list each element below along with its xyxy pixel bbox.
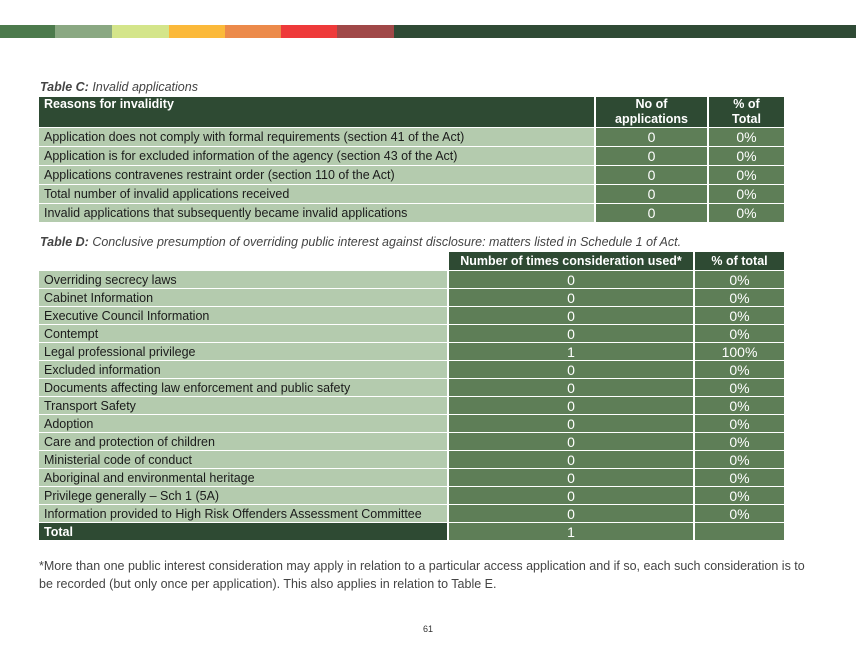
table-d-schedule-1-matters (39, 252, 784, 540)
row-count: 0 (448, 487, 694, 505)
row-count: 1 (448, 343, 694, 361)
table-c-invalid-applications (39, 97, 784, 222)
row-percent: 0% (708, 204, 784, 223)
table-row (39, 289, 784, 307)
table-header-row (39, 252, 784, 271)
table-row (39, 307, 784, 325)
row-count: 0 (595, 147, 708, 166)
table-header-row (39, 97, 784, 128)
row-count: 0 (448, 505, 694, 523)
footnote: *More than one public interest consideration may apply in relation to a particular access application and if so, each such consideration is to be recorded (but only once per application). This also applies in relation to Table E. (39, 559, 805, 591)
row-label: Executive Council Information (39, 307, 448, 325)
table-d-caption-text: Conclusive presumption of overriding public interest against disclosure: matters listed in Schedule 1 of Act. (88, 235, 682, 249)
row-percent: 0% (708, 128, 784, 147)
table-d-caption (40, 235, 681, 249)
row-count: 0 (595, 185, 708, 204)
row-label: Application does not comply with formal requirements (section 41 of the Act) (39, 128, 595, 147)
row-label: Privilege generally – Sch 1 (5A) (39, 487, 448, 505)
table-row (39, 415, 784, 433)
row-percent: 0% (694, 361, 784, 379)
row-count: 0 (595, 128, 708, 147)
table-row (39, 271, 784, 289)
row-count: 0 (448, 451, 694, 469)
column-header-blank (39, 252, 448, 271)
table-row (39, 185, 784, 204)
total-label: Total (39, 523, 448, 541)
row-percent: 0% (694, 415, 784, 433)
band-segment (169, 25, 225, 38)
row-label: Documents affecting law enforcement and public safety (39, 379, 448, 397)
row-percent: 0% (694, 289, 784, 307)
table-row (39, 361, 784, 379)
table-row (39, 204, 784, 223)
row-count: 0 (448, 325, 694, 343)
total-percent (694, 523, 784, 541)
row-label: Legal professional privilege (39, 343, 448, 361)
band-segment (0, 25, 55, 38)
row-label: Total number of invalid applications received (39, 185, 595, 204)
table-row (39, 451, 784, 469)
row-label: Aboriginal and environmental heritage (39, 469, 448, 487)
column-header-count: Number of times consideration used* (448, 252, 694, 271)
row-percent: 0% (708, 166, 784, 185)
table-row (39, 433, 784, 451)
band-segment (55, 25, 112, 38)
band-segment (394, 25, 856, 38)
column-header-percent-line1: % of (733, 97, 760, 111)
table-row (39, 166, 784, 185)
table-c-caption-text: Invalid applications (88, 80, 198, 94)
row-count: 0 (595, 166, 708, 185)
table-row (39, 487, 784, 505)
row-percent: 0% (694, 469, 784, 487)
band-segment (112, 25, 169, 38)
column-header-percent: % of total (694, 252, 784, 271)
row-count: 0 (448, 361, 694, 379)
column-header-percent (708, 97, 784, 128)
table-c-caption (40, 80, 198, 94)
row-count: 0 (595, 204, 708, 223)
row-percent: 0% (694, 325, 784, 343)
row-label: Adoption (39, 415, 448, 433)
row-count: 0 (448, 415, 694, 433)
row-label: Information provided to High Risk Offenders Assessment Committee (39, 505, 448, 523)
table-d-caption-label: Table D: (40, 235, 89, 249)
table-row (39, 505, 784, 523)
page-number: 61 (422, 624, 433, 634)
header-color-band (0, 25, 856, 38)
row-label: Ministerial code of conduct (39, 451, 448, 469)
table-total-row (39, 523, 784, 541)
row-count: 0 (448, 397, 694, 415)
column-header-percent-line2: Total (732, 112, 761, 126)
row-percent: 0% (694, 433, 784, 451)
row-label: Cabinet Information (39, 289, 448, 307)
row-percent: 100% (694, 343, 784, 361)
row-percent: 0% (694, 487, 784, 505)
row-label: Invalid applications that subsequently became invalid applications (39, 204, 595, 223)
row-count: 0 (448, 307, 694, 325)
row-label: Applications contravenes restraint order (section 110 of the Act) (39, 166, 595, 185)
table-row (39, 343, 784, 361)
row-label: Overriding secrecy laws (39, 271, 448, 289)
row-label: Care and protection of children (39, 433, 448, 451)
band-segment (337, 25, 394, 38)
table-row (39, 397, 784, 415)
row-label: Contempt (39, 325, 448, 343)
row-percent: 0% (694, 505, 784, 523)
table-row (39, 469, 784, 487)
row-percent: 0% (694, 271, 784, 289)
row-percent: 0% (694, 379, 784, 397)
column-header-reason: Reasons for invalidity (39, 97, 595, 128)
row-count: 0 (448, 271, 694, 289)
row-percent: 0% (694, 397, 784, 415)
table-c-caption-label: Table C: (40, 80, 89, 94)
row-percent: 0% (694, 307, 784, 325)
band-segment (225, 25, 281, 38)
table-row (39, 379, 784, 397)
row-label: Transport Safety (39, 397, 448, 415)
column-header-count-line2: applications (615, 112, 688, 126)
band-segment (281, 25, 337, 38)
column-header-count-line1: No of (635, 97, 668, 111)
row-percent: 0% (708, 147, 784, 166)
row-count: 0 (448, 379, 694, 397)
row-label: Excluded information (39, 361, 448, 379)
row-count: 0 (448, 433, 694, 451)
table-row (39, 325, 784, 343)
row-percent: 0% (694, 451, 784, 469)
table-row (39, 147, 784, 166)
column-header-count (595, 97, 708, 128)
row-count: 0 (448, 289, 694, 307)
row-count: 0 (448, 469, 694, 487)
table-row (39, 128, 784, 147)
total-count: 1 (448, 523, 694, 541)
row-label: Application is for excluded information of the agency (section 43 of the Act) (39, 147, 595, 166)
row-percent: 0% (708, 185, 784, 204)
